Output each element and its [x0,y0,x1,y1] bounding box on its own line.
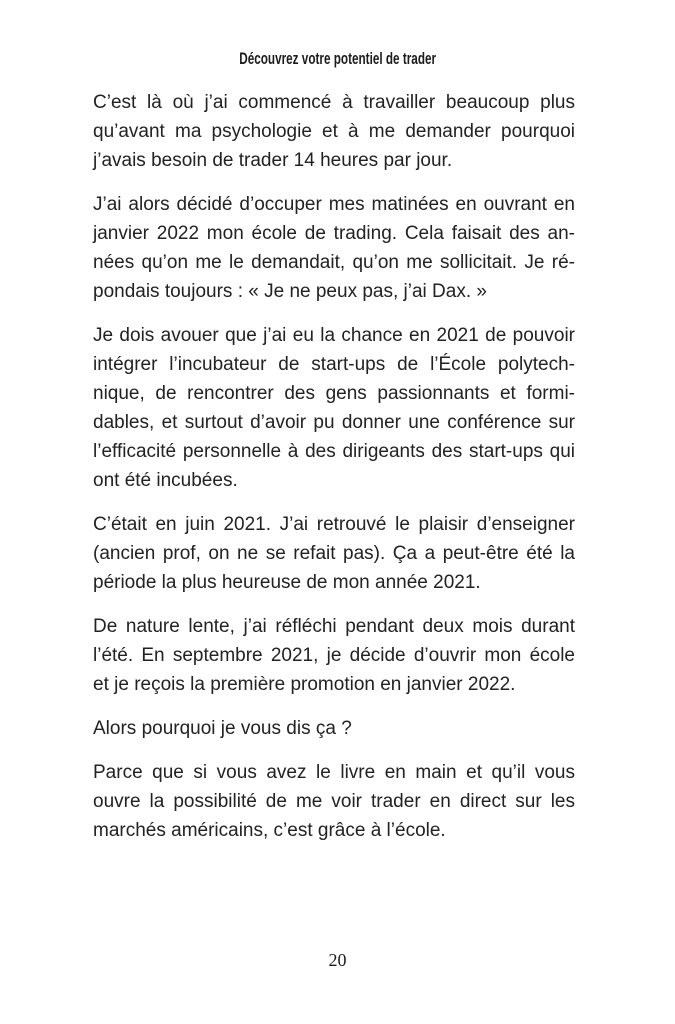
page-footer [0,950,675,971]
text-line: marchés américains, c’est grâce à l’école. [93,820,446,841]
running-header [0,48,675,71]
text-line: j’avais besoin de trader 14 heures par jour. [93,150,453,171]
text-line: ouvre la possibilité de me voir trader en direct sur les [93,791,575,812]
text-line: Alors pourquoi je vous dis ça ? [93,718,352,739]
text-line: ont été incubées. [93,470,238,491]
paragraph [93,758,575,845]
text-line: Parce que si vous avez le livre en main et qu’il vous [93,762,575,783]
paragraph [93,612,575,699]
text-line: dables, et surtout d’avoir pu donner une conférence sur [93,412,575,433]
text-line: janvier 2022 mon école de trading. Cela faisait des an- [93,223,575,244]
text-line: C’est là où j’ai commencé à travailler beaucoup plus [93,92,575,113]
paragraph [93,88,575,175]
paragraph [93,714,575,743]
text-line: l’été. En septembre 2021, je décide d’ouvrir mon école [93,645,575,666]
text-line: nées qu’on me le demandait, qu’on me sollicitait. Je ré- [93,252,575,273]
text-line: C’était en juin 2021. J’ai retrouvé le plaisir d’enseigner [93,514,575,535]
running-header-text: Découvrez votre potentiel de trader [239,49,436,68]
text-line: et je reçois la première promotion en janvier 2022. [93,674,516,695]
text-line: l’efficacité personnelle à des dirigeants des start-ups qui [93,441,575,462]
paragraph [93,190,575,306]
text-line: nique, de rencontrer des gens passionnants et formi- [93,383,575,404]
paragraph [93,321,575,495]
text-line: période la plus heureuse de mon année 2021. [93,572,481,593]
paragraph [93,510,575,597]
text-block [93,88,575,860]
text-line: intégrer l’incubateur de start-ups de l’École polytech- [93,354,575,375]
text-line: De nature lente, j’ai réfléchi pendant deux mois durant [93,616,575,637]
page-number: 20 [328,950,347,970]
text-line: qu’avant ma psychologie et à me demander pourquoi [93,121,575,142]
text-line: Je dois avouer que j’ai eu la chance en 2021 de pouvoir [93,325,575,346]
text-line: J’ai alors décidé d’occuper mes matinées en ouvrant en [93,194,575,215]
text-line: pondais toujours : « Je ne peux pas, j’ai Dax. » [93,281,487,302]
text-line: (ancien prof, on ne se refait pas). Ça a peut-être été la [93,543,575,564]
